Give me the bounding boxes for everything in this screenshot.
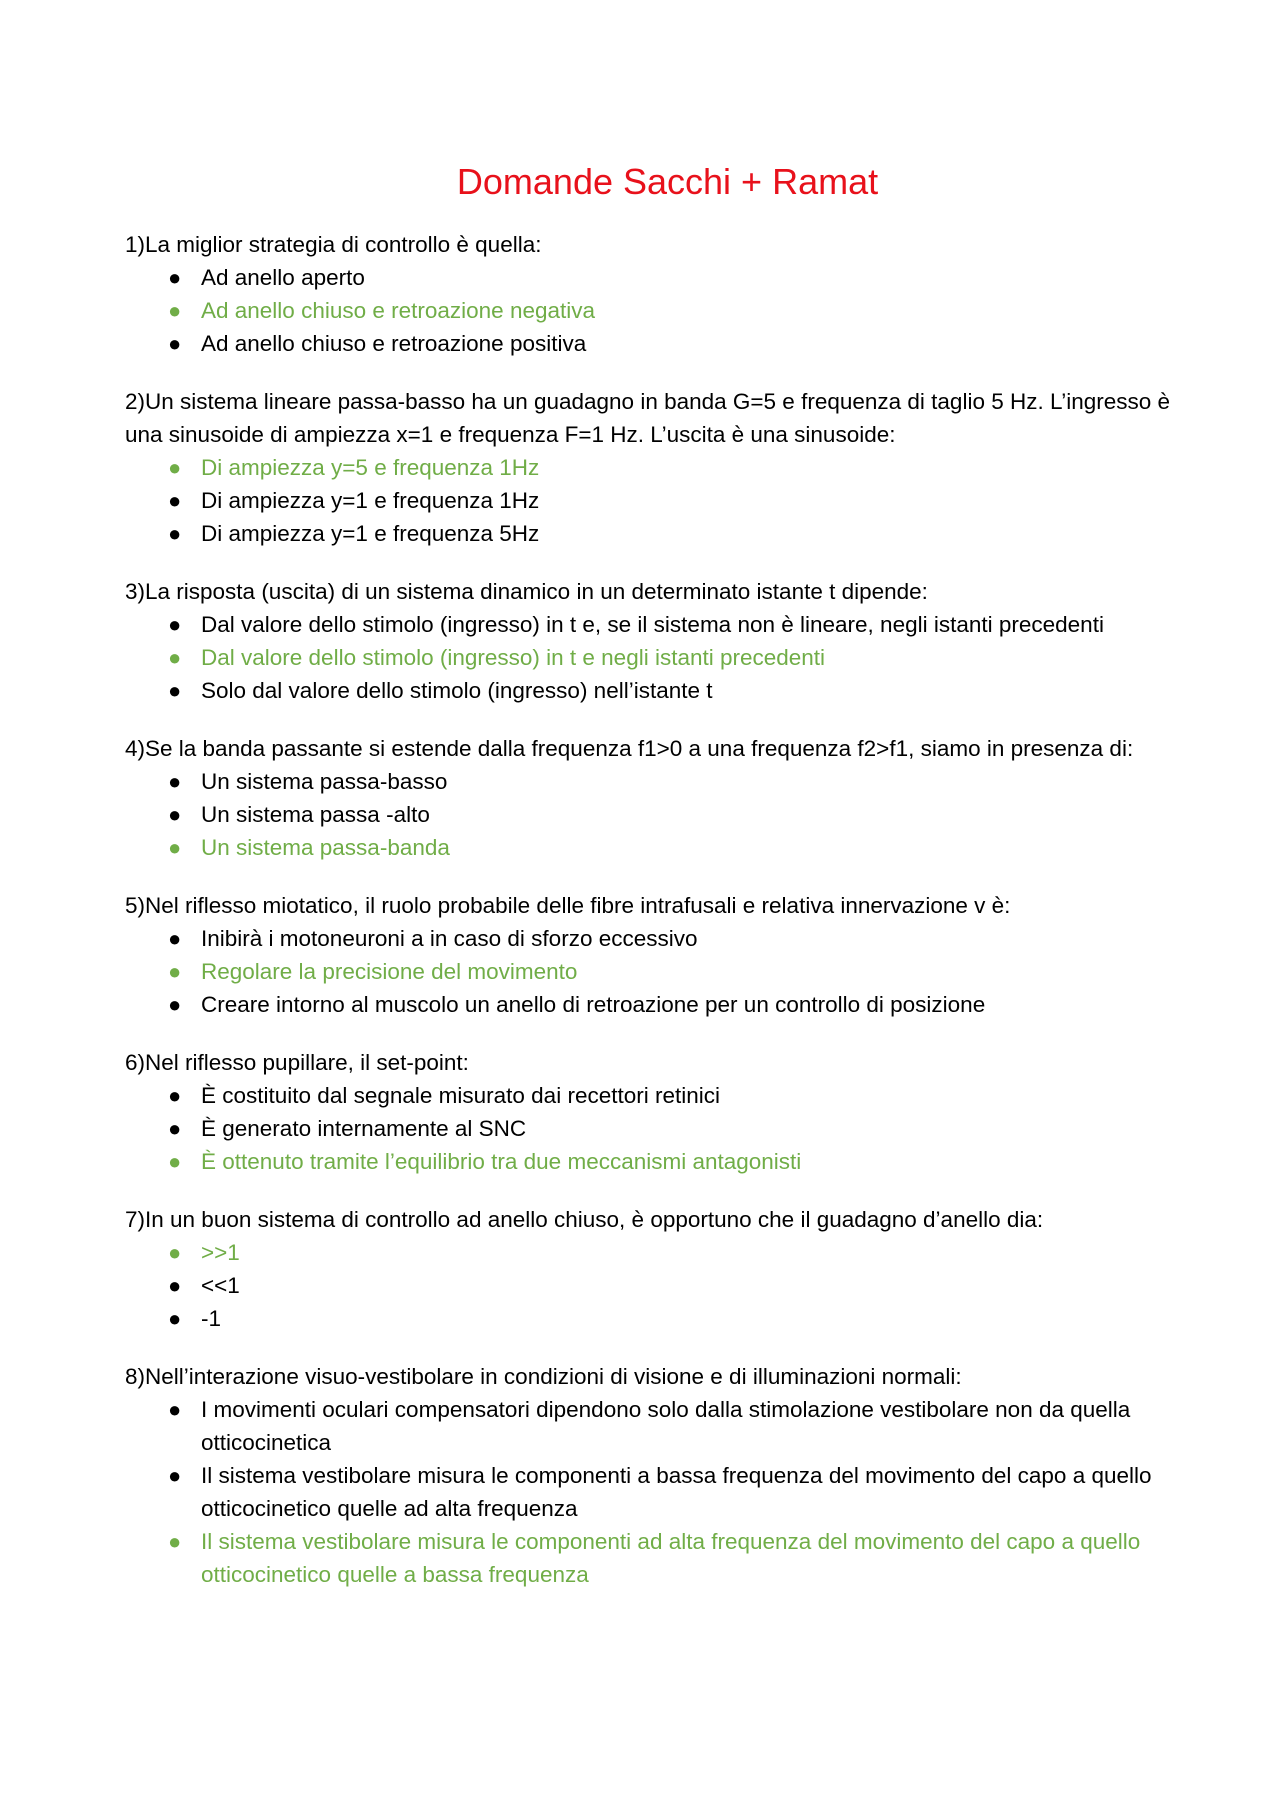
answer-option-correct bbox=[125, 641, 1180, 674]
bullet-icon: ● bbox=[168, 1273, 182, 1298]
answer-options bbox=[125, 1079, 1180, 1178]
answer-option bbox=[125, 765, 1180, 798]
bullet-icon: ● bbox=[168, 769, 182, 794]
answer-option bbox=[125, 327, 1180, 360]
question-block bbox=[125, 732, 1180, 864]
answer-option-correct bbox=[125, 451, 1180, 484]
answer-options bbox=[125, 451, 1180, 550]
question-text: 1)La miglior strategia di controllo è quella: bbox=[125, 232, 542, 257]
bullet-icon: ● bbox=[168, 835, 182, 860]
question-block bbox=[125, 1046, 1180, 1178]
question-block bbox=[125, 575, 1180, 707]
answer-text: Ad anello aperto bbox=[201, 265, 365, 290]
answer-text: Regolare la precisione del movimento bbox=[201, 959, 578, 984]
answer-option bbox=[125, 674, 1180, 707]
question-text: 3)La risposta (uscita) di un sistema dinamico in un determinato istante t dipende: bbox=[125, 579, 928, 604]
bullet-icon: ● bbox=[168, 298, 182, 323]
answer-options bbox=[125, 608, 1180, 707]
answer-option-correct bbox=[125, 1145, 1180, 1178]
question-block bbox=[125, 1360, 1180, 1591]
answer-text: Di ampiezza y=1 e frequenza 5Hz bbox=[201, 521, 540, 546]
question-block bbox=[125, 889, 1180, 1021]
bullet-icon: ● bbox=[168, 455, 182, 480]
answer-text: Solo dal valore dello stimolo (ingresso) nell’istante t bbox=[201, 678, 713, 703]
bullet-icon: ● bbox=[168, 926, 182, 951]
bullet-icon: ● bbox=[168, 1240, 182, 1265]
answer-option bbox=[125, 1112, 1180, 1145]
question-list bbox=[125, 228, 1180, 1591]
bullet-icon: ● bbox=[168, 1397, 182, 1422]
bullet-icon: ● bbox=[168, 992, 182, 1017]
answer-option bbox=[125, 988, 1180, 1021]
question-block bbox=[125, 228, 1180, 360]
bullet-icon: ● bbox=[168, 1116, 182, 1141]
answer-option-correct bbox=[125, 294, 1180, 327]
question-block bbox=[125, 385, 1180, 550]
answer-text: È ottenuto tramite l’equilibrio tra due meccanismi antagonisti bbox=[201, 1149, 802, 1174]
answer-options bbox=[125, 1236, 1180, 1335]
question-block bbox=[125, 1203, 1180, 1335]
answer-options bbox=[125, 765, 1180, 864]
answer-options bbox=[125, 1393, 1180, 1591]
bullet-icon: ● bbox=[168, 1149, 182, 1174]
bullet-icon: ● bbox=[168, 521, 182, 546]
bullet-icon: ● bbox=[168, 1463, 182, 1488]
answer-text: Di ampiezza y=1 e frequenza 1Hz bbox=[201, 488, 540, 513]
bullet-icon: ● bbox=[168, 265, 182, 290]
question-text: 8)Nell’interazione visuo-vestibolare in condizioni di visione e di illuminazioni normali: bbox=[125, 1364, 962, 1389]
answer-text: Dal valore dello stimolo (ingresso) in t e negli istanti precedenti bbox=[201, 645, 826, 670]
answer-option bbox=[125, 1302, 1180, 1335]
answer-option bbox=[125, 608, 1180, 641]
answer-text: -1 bbox=[201, 1306, 222, 1331]
answer-option-correct bbox=[125, 1236, 1180, 1269]
question-text: 6)Nel riflesso pupillare, il set-point: bbox=[125, 1050, 469, 1075]
answer-options bbox=[125, 922, 1180, 1021]
answer-text: È costituito dal segnale misurato dai recettori retinici bbox=[201, 1083, 720, 1108]
answer-option bbox=[125, 1269, 1180, 1302]
answer-text: Un sistema passa-basso bbox=[201, 769, 448, 794]
answer-text: Creare intorno al muscolo un anello di retroazione per un controllo di posizione bbox=[201, 992, 986, 1017]
answer-text: Di ampiezza y=5 e frequenza 1Hz bbox=[201, 455, 540, 480]
answer-option bbox=[125, 484, 1180, 517]
bullet-icon: ● bbox=[168, 1083, 182, 1108]
answer-text: Inibirà i motoneuroni a in caso di sforzo eccessivo bbox=[201, 926, 698, 951]
answer-option bbox=[125, 1079, 1180, 1112]
answer-text: Il sistema vestibolare misura le componenti a bassa frequenza del movimento del capo a quello otticocinetico quelle ad alta frequenza bbox=[201, 1463, 1152, 1521]
answer-option bbox=[125, 1393, 1180, 1459]
answer-text: I movimenti oculari compensatori dipendono solo dalla stimolazione vestibolare non da quella otticocinetica bbox=[201, 1397, 1131, 1455]
answer-text: >>1 bbox=[201, 1240, 240, 1265]
bullet-icon: ● bbox=[168, 612, 182, 637]
answer-option bbox=[125, 261, 1180, 294]
answer-text: Il sistema vestibolare misura le componenti ad alta frequenza del movimento del capo a quello otticocinetico quelle a bassa frequenza bbox=[201, 1529, 1141, 1587]
question-text: 4)Se la banda passante si estende dalla frequenza f1>0 a una frequenza f2>f1, siamo in presenza di: bbox=[125, 736, 1134, 761]
answer-option-correct bbox=[125, 831, 1180, 864]
answer-text: Un sistema passa-banda bbox=[201, 835, 450, 860]
bullet-icon: ● bbox=[168, 645, 182, 670]
bullet-icon: ● bbox=[168, 331, 182, 356]
answer-text: Un sistema passa -alto bbox=[201, 802, 430, 827]
question-text: 7)In un buon sistema di controllo ad anello chiuso, è opportuno che il guadagno d’anello dia: bbox=[125, 1207, 1044, 1232]
answer-option bbox=[125, 798, 1180, 831]
bullet-icon: ● bbox=[168, 959, 182, 984]
answer-text: Dal valore dello stimolo (ingresso) in t e, se il sistema non è lineare, negli istanti precedenti bbox=[201, 612, 1104, 637]
answer-text: Ad anello chiuso e retroazione negativa bbox=[201, 298, 596, 323]
answer-text: <<1 bbox=[201, 1273, 240, 1298]
answer-options bbox=[125, 261, 1180, 360]
question-text: 2)Un sistema lineare passa-basso ha un guadagno in banda G=5 e frequenza di taglio 5 Hz. L’ingresso è una sinusoide di ampiezza x=1 e frequenza F=1 Hz. L’uscita è una sinusoide: bbox=[125, 389, 1171, 447]
bullet-icon: ● bbox=[168, 488, 182, 513]
answer-option-correct bbox=[125, 1525, 1180, 1591]
question-text: 5)Nel riflesso miotatico, il ruolo probabile delle fibre intrafusali e relativa innervazione v è: bbox=[125, 893, 1011, 918]
answer-option bbox=[125, 517, 1180, 550]
answer-text: È generato internamente al SNC bbox=[201, 1116, 527, 1141]
bullet-icon: ● bbox=[168, 1529, 182, 1554]
answer-option-correct bbox=[125, 955, 1180, 988]
answer-option bbox=[125, 1459, 1180, 1525]
answer-text: Ad anello chiuso e retroazione positiva bbox=[201, 331, 587, 356]
bullet-icon: ● bbox=[168, 678, 182, 703]
answer-option bbox=[125, 922, 1180, 955]
bullet-icon: ● bbox=[168, 1306, 182, 1331]
bullet-icon: ● bbox=[168, 802, 182, 827]
document-title: Domande Sacchi + Ramat bbox=[456, 161, 879, 202]
